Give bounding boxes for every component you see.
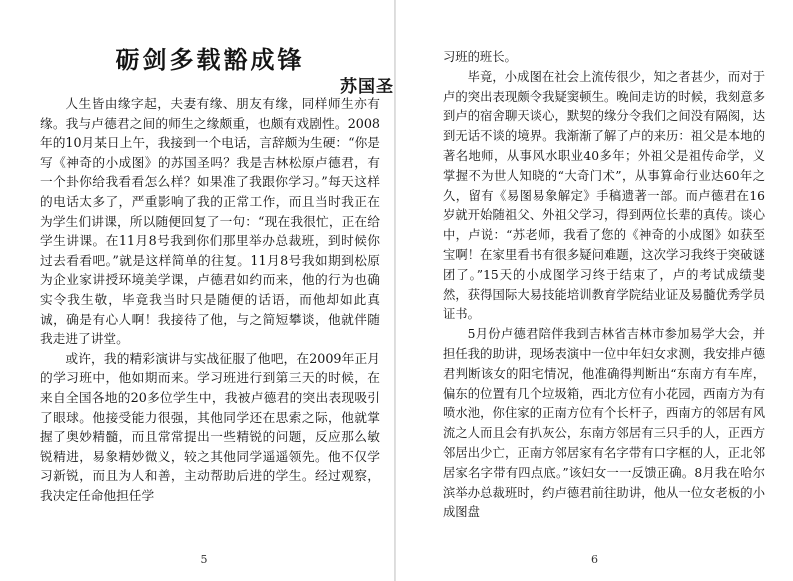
- right-page-body: [443, 48, 765, 523]
- page-number: 6: [591, 553, 598, 566]
- paragraph-continued: 习班的班长。: [443, 50, 517, 64]
- left-page-body: [40, 94, 380, 505]
- right-page: [396, 0, 793, 581]
- page-number: 5: [200, 553, 208, 566]
- paragraph: 人生皆由缘字起，夫妻有缘、朋友有缘，同样师生亦有缘。我与卢德君之间的师生之缘颇重，也颇有戏剧性。2008年的10月某日上午，我接到一个电话，言辞颇为生硬：“你是写《神奇的小成图》的苏国圣吗？我是吉林松原卢德君，有一个卦你给我看看怎么样？如果准了我跟你学习。”每天这样的电话太多了，严重影响了我的正常工作，而且当时我正在为学生们讲课，所以随便回复了一句：“现在我很忙，正在给学生讲课。在11月8号我到你们那里举办总裁班，到时候你过去看看吧。”就是这样简单的往复。11月8号我如期到松原为企业家讲授环境美学课，卢德君如约而来，他的行为也确实令我生敬，毕竟我当时只是随便的话语，而他却如此真诚，确是有心人啊！我接待了他，与之简短攀谈，他就伴随我走进了讲堂。: [40, 96, 380, 347]
- paragraph: 或许，我的精彩演讲与实战征服了他吧，在2009年正月的学习班中，他如期而来。学习班进行到第三天的时候，在来自全国各地的20多位学生中，我被卢德君的突出表现吸引了眼球。他接受能力很强，其他同学还在思索之际，他就掌握了奥妙精髓，而且常常提出一些精锐的问题，反应那么敏锐精进，易象精妙微义，较之其他同学遥遥领先。他不仅学习新锐，而且为人和善，主动帮助后进的学生。经过观察，我决定任命他担任学: [40, 350, 380, 503]
- paragraph: 毕竟，小成图在社会上流传很少，知之者甚少，而对于卢的突出表现颇令我疑窦顿生。晚间走访的时候，我刻意多到卢的宿舍聊天谈心，默契的缘分令我们之间没有隔阂，达到无话不谈的境界。我渐渐了解了卢的来历：祖父是本地的著名地师，从事风水职业40多年；外祖父是祖传命学，义掌握不为世人知晓的“大奇门术”，从事算命行业达60年之久，留有《易图易象解定》手稿遗著一部。而卢德君在16岁就开始随祖父、外祖父学习，得到两位长辈的真传。谈心中，卢说：“苏老师，我看了您的《神奇的小成图》如获至宝啊！在家里看书有很多疑问难题，这次学习我终于突破谜团了。”15天的小成图学习终于结束了，卢的考试成绩斐然，获得国际大易技能培训教育学院结业证及易髓优秀学员证书。: [443, 69, 765, 322]
- article-title: 砺剑多载豁成锋: [115, 46, 305, 74]
- author-name: 苏国圣: [340, 77, 394, 97]
- paragraph: 5月份卢德君陪伴我到吉林省吉林市参加易学大会，并担任我的助讲，现场表演中一位中年妇女求测，我安排卢德君判断该女的阳宅情况，他准确得判断出“东南方有车库，偏东的位置有几个垃圾箱，西北方位有小花园，西南方为有喷水池，你住家的正南方位有个长杆子，西南方的邻居有风流之人而且会有扒灰公，东南方邻居有三只手的人，正西方邻居出少亡，正南方邻居家有名字带有口字框的人，正北邻居家名字带有四点底。”该妇女一一反馈正确。8月我在哈尔滨举办总裁班时，约卢德君前往助讲，他从一位女老板的小成图盘: [443, 327, 765, 520]
